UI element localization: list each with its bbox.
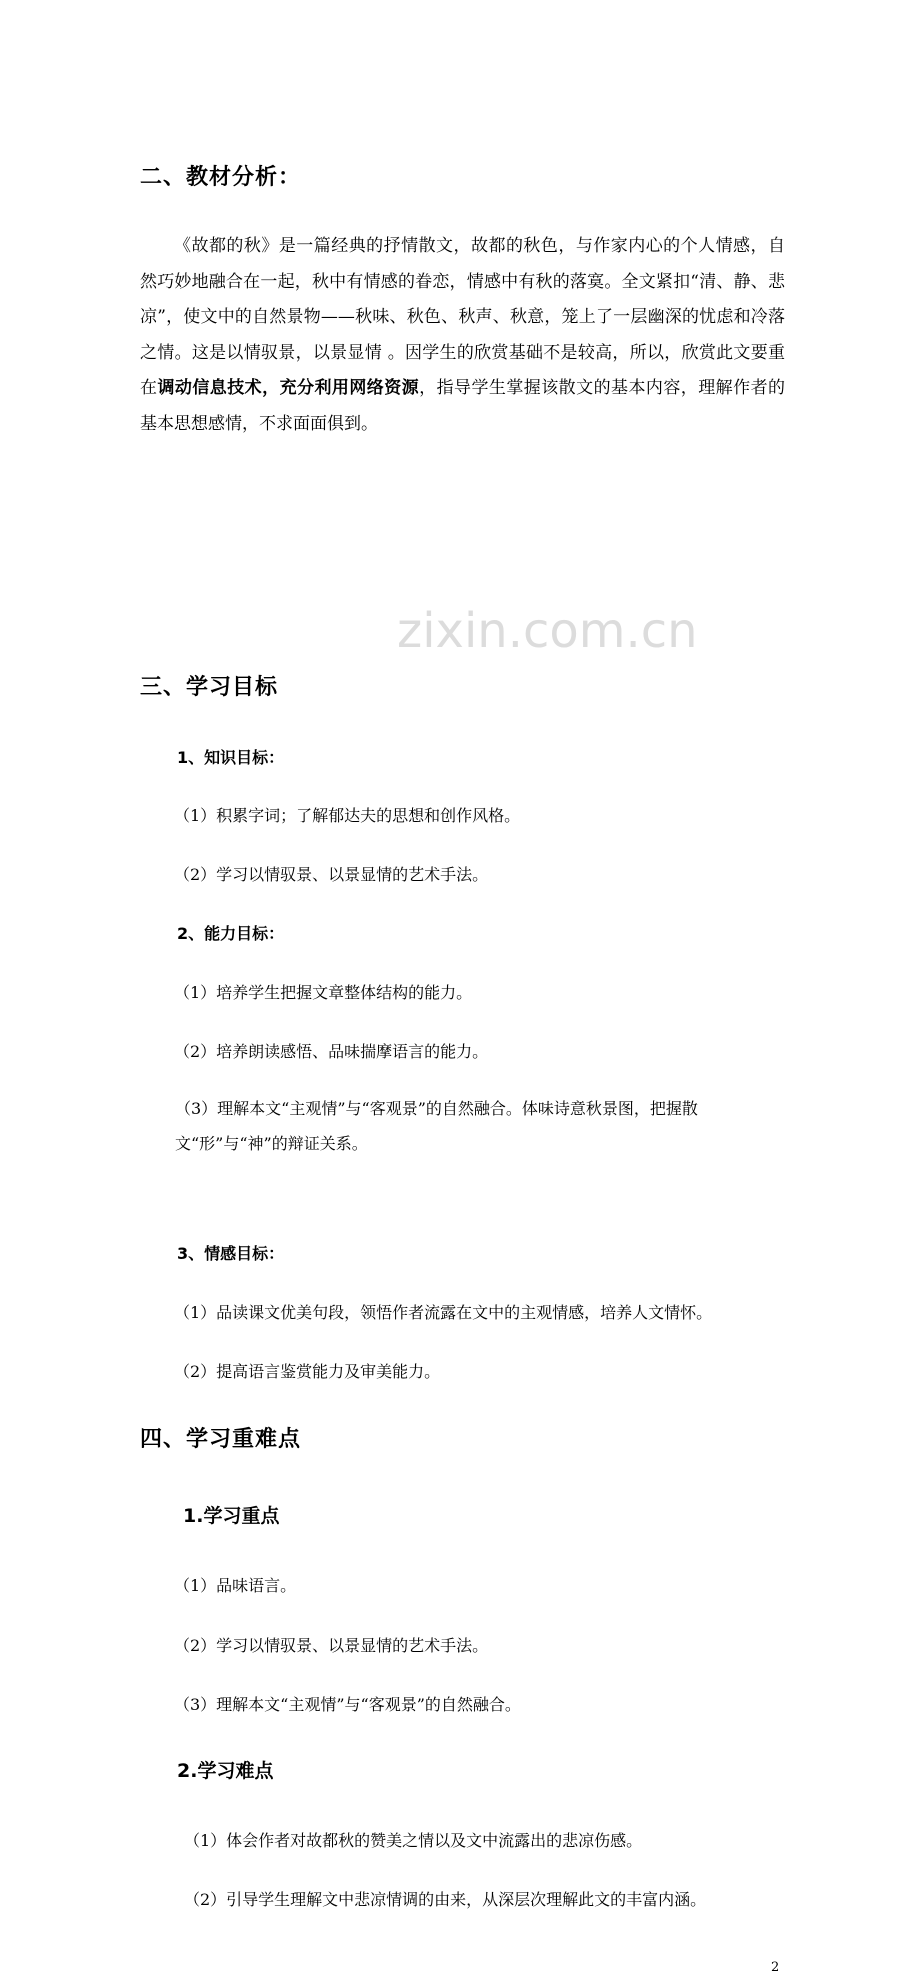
ability-objective-title: 2、能力目标： xyxy=(177,924,285,943)
watermark: zixin.com.cn xyxy=(397,603,698,659)
ability-item: （1）培养学生把握文章整体结构的能力。 xyxy=(174,983,473,1002)
ability-item: （3）理解本文“主观情”与“客观景”的自然融合。体味诗意秋景图，把握散文“形”与“神”的辩证关系。 xyxy=(175,1099,698,1153)
key-point-item: （1）品味语言。 xyxy=(174,1576,297,1595)
emotion-item: （2）提高语言鉴赏能力及审美能力。 xyxy=(174,1362,441,1381)
section-heading-objectives: 三、学习目标 xyxy=(140,675,279,700)
analysis-paragraph xyxy=(140,229,785,442)
emotion-objective-title: 3、情感目标： xyxy=(177,1244,285,1263)
analysis-text-part2: ，指导学生掌握该散文的基本内容，理解作者的基本思想感情，不求面面俱到。 xyxy=(140,378,786,434)
knowledge-objective-title: 1、知识目标： xyxy=(177,748,285,767)
ability-item: （2）培养朗读感悟、品味揣摩语言的能力。 xyxy=(174,1042,489,1061)
key-point-item: （3）理解本文“主观情”与“客观景”的自然融合。 xyxy=(174,1695,521,1714)
analysis-text-bold: 调动信息技术，充分利用网络资源 xyxy=(157,378,420,398)
analysis-text-part1: 《故都的秋》是一篇经典的抒情散文，故都的秋色，与作家内心的个人情感，自然巧妙地融合在一起，秋中有情感的眷恋，情感中有秋的落寞。全文紧扣“清、静、悲凉”，使文中的自然景物——秋味、秋色、秋声、秋意，笼上了一层幽深的忧虑和冷落之情。这是以情驭景，以景显情 。因学生的欣赏基础不是较高，所以，欣赏此文要重在 xyxy=(140,236,785,398)
difficult-point-item: （1）体会作者对故都秋的赞美之情以及文中流露出的悲凉伤感。 xyxy=(184,1831,643,1850)
emotion-item: （1）品读课文优美句段，领悟作者流露在文中的主观情感，培养人文情怀。 xyxy=(174,1303,713,1322)
key-points-title: 1.学习重点 xyxy=(183,1505,280,1527)
knowledge-item: （2）学习以情驭景、以景显情的艺术手法。 xyxy=(174,865,489,884)
difficult-point-item: （2）引导学生理解文中悲凉情调的由来，从深层次理解此文的丰富内涵。 xyxy=(184,1890,707,1909)
difficult-points-title: 2.学习难点 xyxy=(177,1760,274,1782)
section-heading-analysis: 二、教材分析： xyxy=(140,165,302,190)
section-heading-key-difficult: 四、学习重难点 xyxy=(140,1427,302,1452)
page-number: 2 xyxy=(771,1960,780,1975)
knowledge-item: （1）积累字词；了解郁达夫的思想和创作风格。 xyxy=(174,806,521,825)
key-point-item: （2）学习以情驭景、以景显情的艺术手法。 xyxy=(174,1636,489,1655)
